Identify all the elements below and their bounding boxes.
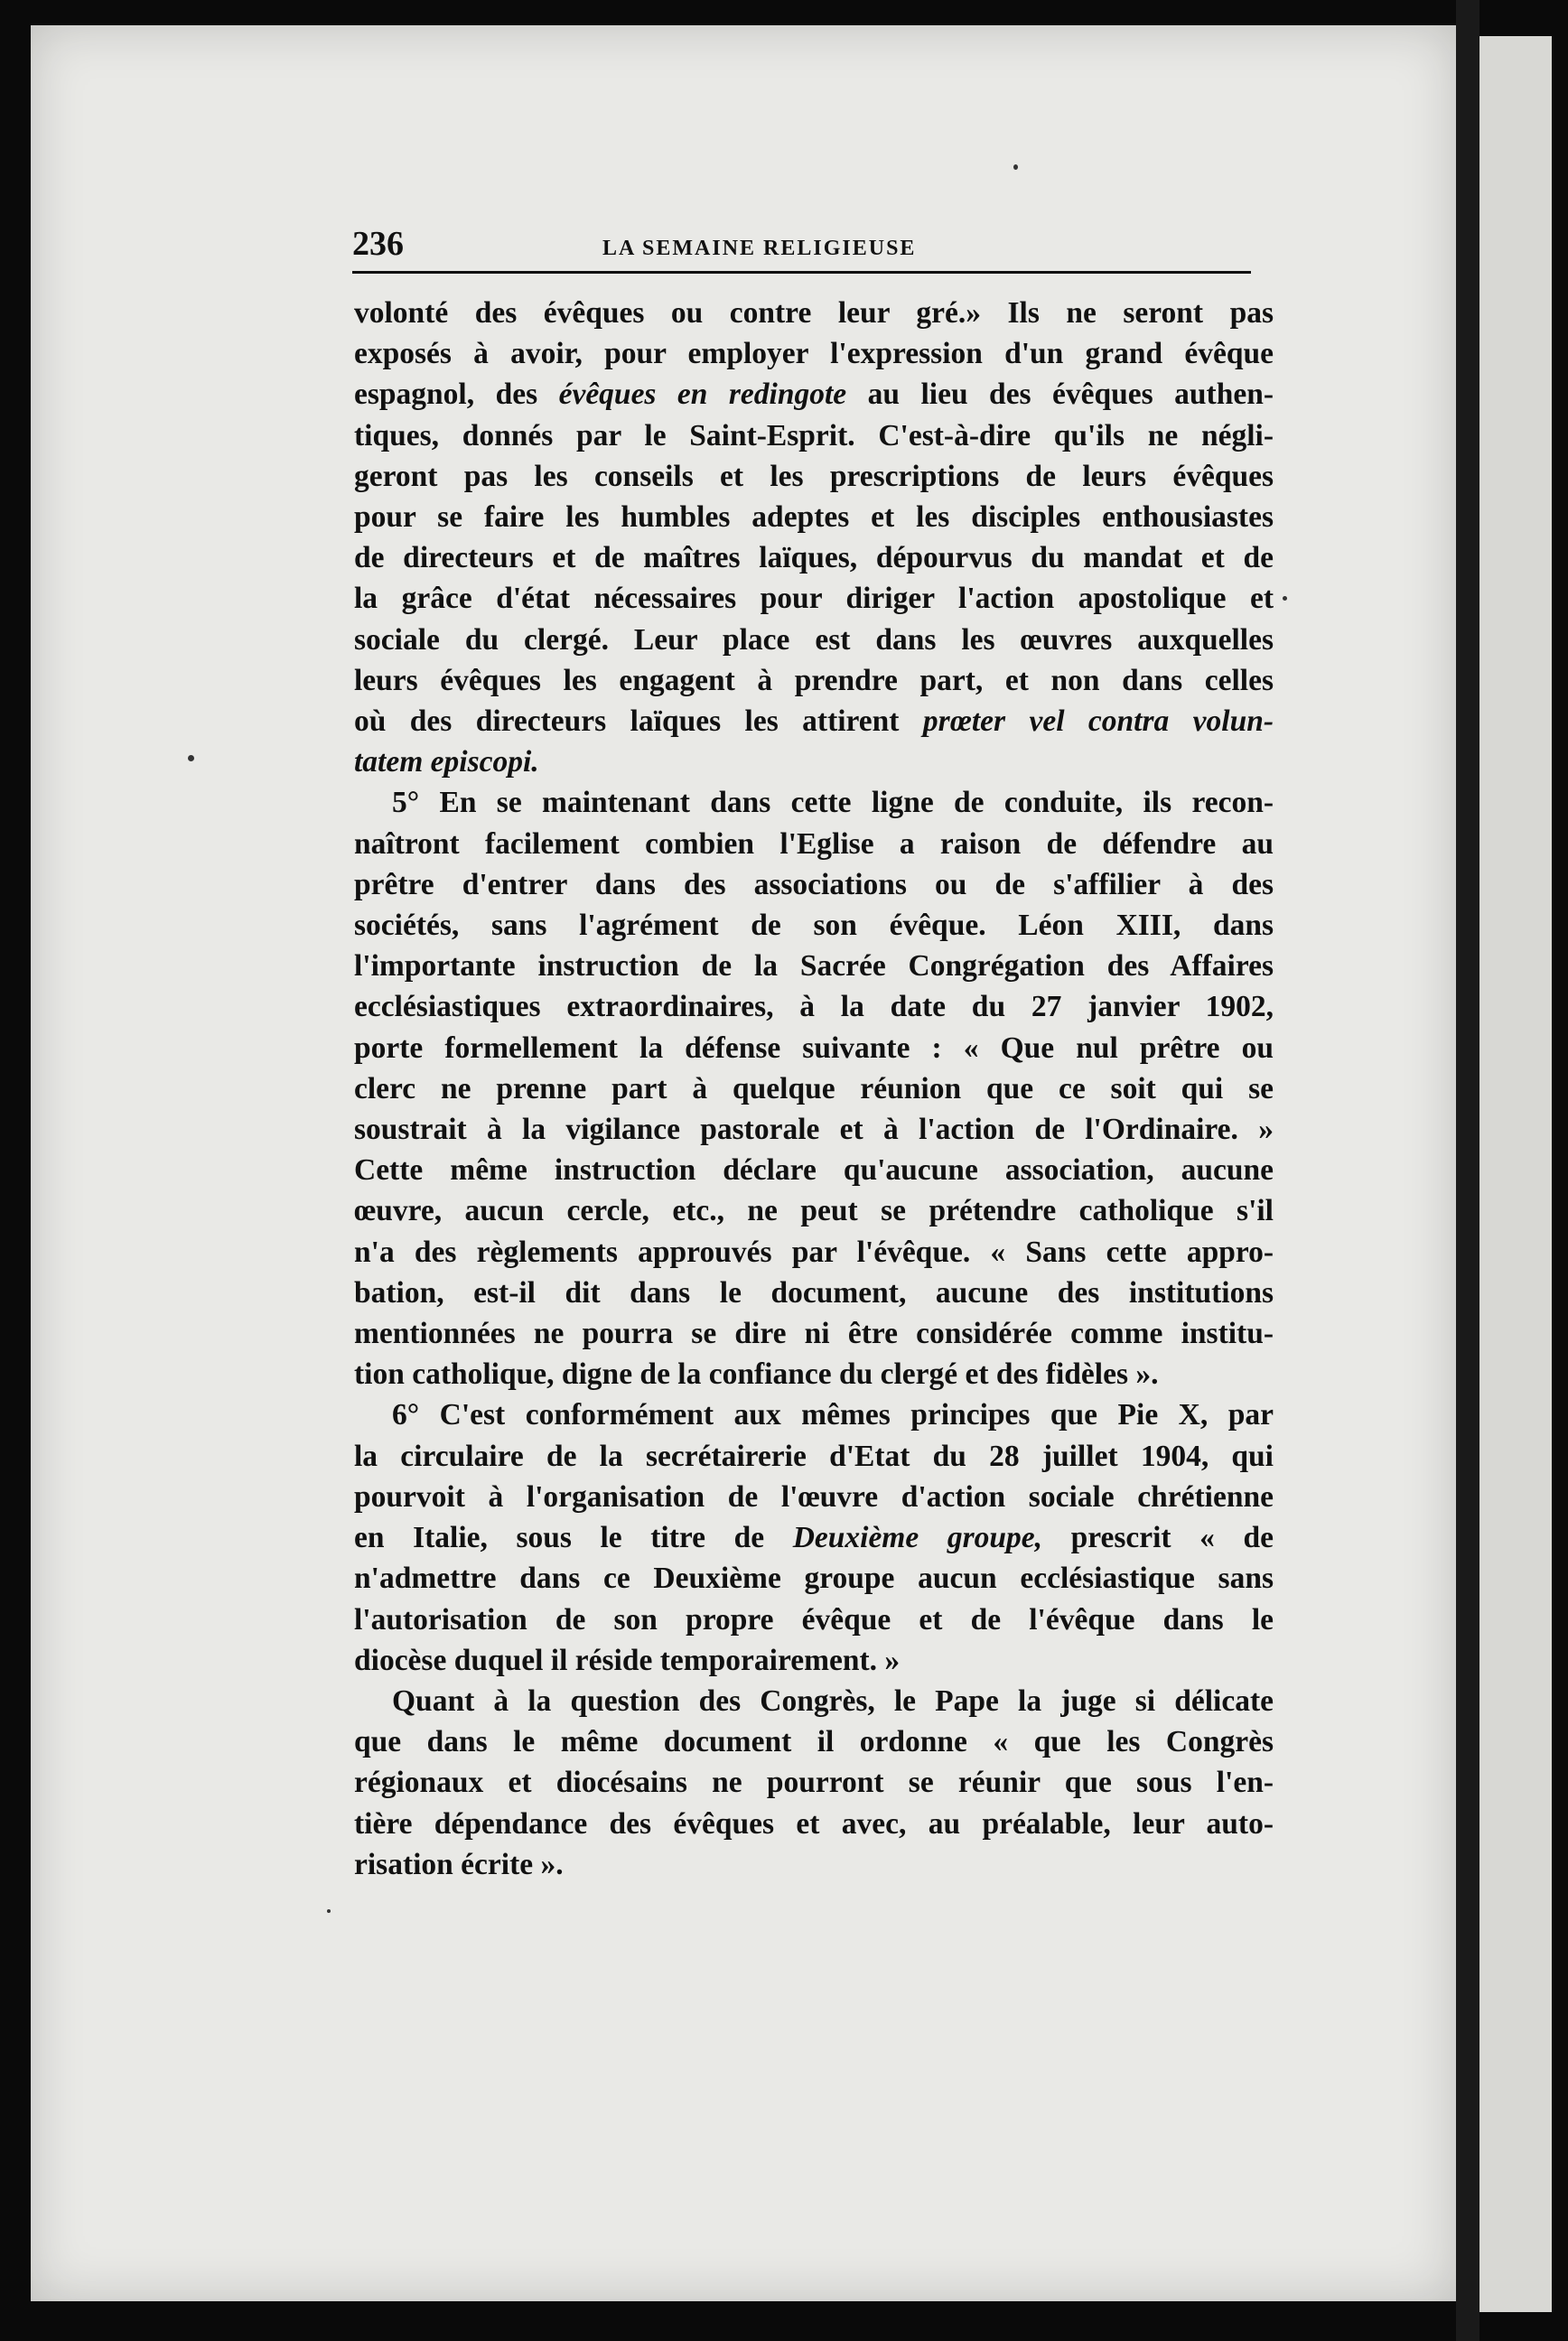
text-segment: naîtront facilement combien l'Eglise a raison de défendre au bbox=[354, 826, 1274, 861]
text-segment: porte formellement la défense suivante : « Que nul prêtre ou bbox=[354, 1031, 1274, 1065]
text-segment: tiques, donnés par le Saint-Esprit. C'est-à-dire qu'ils ne négli- bbox=[354, 418, 1274, 452]
text-line bbox=[354, 1517, 1274, 1558]
text-line bbox=[354, 1804, 1274, 1844]
scan-speck bbox=[327, 1909, 331, 1913]
text-line bbox=[354, 497, 1274, 537]
text-segment: tière dépendance des évêques et avec, au préalable, leur auto- bbox=[354, 1806, 1274, 1841]
text-segment: au lieu des évêques authen- bbox=[846, 378, 1274, 412]
book-spine-shadow bbox=[1456, 0, 1479, 2341]
text-segment: pourvoit à l'organisation de l'œuvre d'action sociale chrétienne bbox=[354, 1479, 1274, 1514]
text-line bbox=[354, 660, 1274, 701]
text-line bbox=[354, 864, 1274, 905]
text-segment: tion catholique, digne de la confiance du clergé et des fidèles ». bbox=[354, 1357, 1159, 1392]
text-segment: risation écrite ». bbox=[354, 1847, 564, 1881]
text-line bbox=[354, 333, 1274, 374]
text-segment: geront pas les conseils et les prescriptions de leurs évêques bbox=[354, 459, 1274, 493]
scan-speck bbox=[1013, 164, 1018, 170]
paragraph bbox=[354, 1394, 1274, 1680]
text-segment: 5° En se maintenant dans cette ligne de conduite, ils recon- bbox=[392, 786, 1274, 820]
paragraph bbox=[354, 293, 1274, 782]
text-segment: l'importante instruction de la Sacrée Congrégation des Affaires bbox=[354, 949, 1274, 984]
text-segment: l'autorisation de son propre évêque et de l'évêque dans le bbox=[354, 1602, 1274, 1637]
text-segment: tatem episcopi. bbox=[354, 745, 539, 779]
text-line bbox=[354, 620, 1274, 660]
text-segment: de directeurs et de maîtres laïques, dépourvus du mandat et de bbox=[354, 541, 1274, 575]
text-line bbox=[354, 293, 1274, 333]
text-line bbox=[354, 946, 1274, 986]
body-text bbox=[354, 293, 1274, 1885]
text-line bbox=[354, 1068, 1274, 1109]
text-line bbox=[354, 1109, 1274, 1150]
text-segment: régionaux et diocésains ne pourront se réunir que sous l'en- bbox=[354, 1766, 1274, 1800]
text-segment: mentionnées ne pourra se dire ni être considérée comme institu- bbox=[354, 1317, 1274, 1351]
text-line bbox=[354, 905, 1274, 946]
text-line bbox=[354, 1436, 1274, 1477]
header-rule bbox=[352, 271, 1251, 274]
text-line bbox=[354, 1028, 1274, 1068]
text-line bbox=[354, 741, 1274, 782]
scan-speck bbox=[188, 755, 194, 761]
text-line bbox=[354, 1477, 1274, 1517]
text-line bbox=[354, 1313, 1274, 1354]
text-segment: sociale du clergé. Leur place est dans les œuvres auxquelles bbox=[354, 622, 1274, 657]
text-line bbox=[354, 1721, 1274, 1762]
text-segment: soustrait à la vigilance pastorale et à l'action de l'Ordinaire. » bbox=[354, 1113, 1274, 1147]
text-line bbox=[354, 456, 1274, 497]
text-line bbox=[354, 1762, 1274, 1803]
text-segment: œuvre, aucun cercle, etc., ne peut se prétendre catholique s'il bbox=[354, 1194, 1274, 1228]
page-number: 236 bbox=[352, 225, 404, 263]
text-line bbox=[354, 782, 1274, 823]
text-segment: en Italie, sous le titre de bbox=[354, 1521, 793, 1555]
text-segment: clerc ne prenne part à quelque réunion que ce soit qui se bbox=[354, 1071, 1274, 1105]
text-segment: où des directeurs laïques les attirent bbox=[354, 704, 923, 739]
text-segment: Deuxième groupe, bbox=[792, 1521, 1042, 1555]
paragraph bbox=[354, 782, 1274, 1394]
text-line bbox=[354, 1150, 1274, 1190]
paragraph bbox=[354, 1681, 1274, 1885]
text-segment: prescrit « de bbox=[1041, 1521, 1274, 1555]
text-line bbox=[354, 1232, 1274, 1273]
text-segment: n'a des règlements approuvés par l'évêque. « Sans cette appro- bbox=[354, 1235, 1274, 1269]
text-segment: ecclésiastiques extraordinaires, à la date du 27 janvier 1902, bbox=[354, 990, 1274, 1024]
text-segment: prœter vel contra volun- bbox=[922, 704, 1274, 739]
text-segment: évêques en redingote bbox=[558, 378, 847, 412]
text-line bbox=[354, 578, 1274, 619]
text-line bbox=[354, 1558, 1274, 1599]
text-segment: bation, est-il dit dans le document, aucune des institutions bbox=[354, 1275, 1274, 1310]
text-segment: diocèse duquel il réside temporairement. » bbox=[354, 1643, 901, 1677]
running-title: LA SEMAINE RELIGIEUSE bbox=[602, 237, 917, 260]
text-line bbox=[354, 1190, 1274, 1231]
text-line bbox=[354, 1681, 1274, 1721]
text-line bbox=[354, 986, 1274, 1027]
text-line bbox=[354, 1273, 1274, 1313]
text-segment: pour se faire les humbles adeptes et les disciples enthousiastes bbox=[354, 500, 1274, 535]
text-segment: 6° C'est conformément aux mêmes principes que Pie X, par bbox=[392, 1398, 1274, 1432]
text-line bbox=[354, 1394, 1274, 1435]
text-segment: volonté des évêques ou contre leur gré.» Ils ne seront pas bbox=[354, 296, 1274, 330]
text-segment: prêtre d'entrer dans des associations ou de s'affilier à des bbox=[354, 867, 1274, 901]
text-segment: Quant à la question des Congrès, le Pape la juge si délicate bbox=[392, 1683, 1274, 1718]
text-segment: n'admettre dans ce Deuxième groupe aucun ecclésiastique sans bbox=[354, 1562, 1274, 1596]
scan-speck bbox=[1283, 596, 1287, 601]
text-line bbox=[354, 415, 1274, 456]
text-line bbox=[354, 537, 1274, 578]
text-segment: la grâce d'état nécessaires pour diriger l'action apostolique et bbox=[354, 582, 1274, 616]
text-segment: que dans le même document il ordonne « que les Congrès bbox=[354, 1725, 1274, 1759]
text-segment: la circulaire de la secrétairerie d'Etat du 28 juillet 1904, qui bbox=[354, 1439, 1274, 1473]
text-segment: Cette même instruction déclare qu'aucune association, aucune bbox=[354, 1153, 1274, 1188]
page-header bbox=[352, 224, 1251, 269]
text-line bbox=[354, 1640, 1274, 1681]
text-line bbox=[354, 1844, 1274, 1885]
text-line bbox=[354, 374, 1274, 415]
text-segment: leurs évêques les engagent à prendre part, et non dans celles bbox=[354, 663, 1274, 697]
text-line bbox=[354, 701, 1274, 741]
text-line bbox=[354, 1354, 1274, 1394]
text-line bbox=[354, 1600, 1274, 1640]
text-line bbox=[354, 824, 1274, 864]
text-segment: exposés à avoir, pour employer l'expression d'un grand évêque bbox=[354, 337, 1274, 371]
text-segment: espagnol, des bbox=[354, 378, 559, 412]
facing-page-edge bbox=[1479, 36, 1552, 2312]
text-segment: sociétés, sans l'agrément de son évêque. Léon XIII, dans bbox=[354, 909, 1274, 943]
